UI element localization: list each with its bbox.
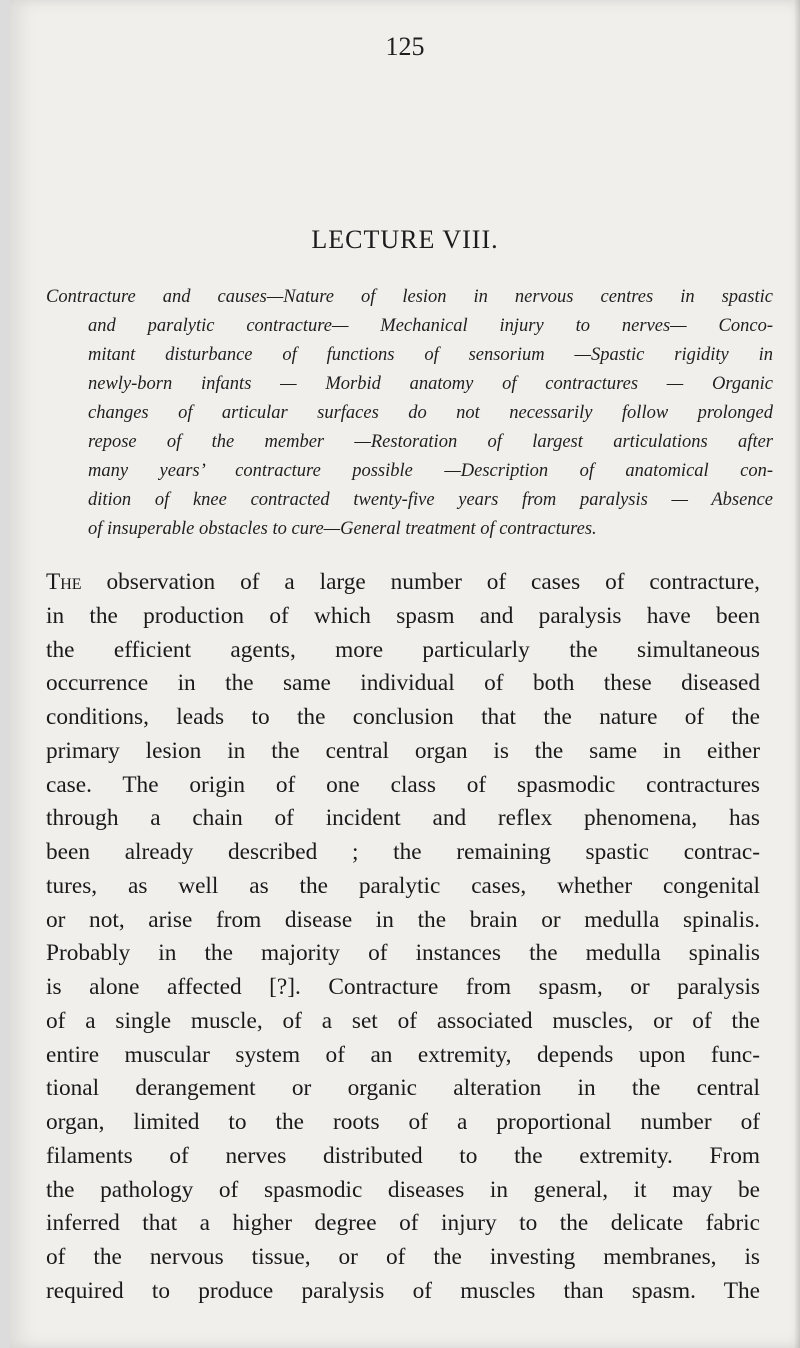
body-line: of a single muscle, of a set of associated muscles, or of the [46,1007,760,1034]
body-line: in the production of which spasm and paralysis have been [46,602,760,629]
body-line: or not, arise from disease in the brain or medulla spinalis. [46,906,760,933]
body-line: the efficient agents, more particularly the simultaneous [46,636,760,663]
body-line: occurrence in the same individual of both these diseased [46,670,760,697]
synopsis-line: and paralytic contracture— Mechanical injury to nerves— Conco- [88,316,773,336]
synopsis-line: Contracture and causes—Nature of lesion in nervous centres in spastic [46,287,773,307]
book-page [10,0,800,1348]
synopsis-line: dition of knee contracted twenty-five years from paralysis — Absence [88,490,773,510]
page-number: 125 [385,32,425,61]
drop-word: The [46,569,82,595]
body-line: conditions, leads to the conclusion that the nature of the [46,704,760,730]
body-line: case. The origin of one class of spasmodic contractures [46,771,760,798]
body-line: tures, as well as the paralytic cases, whether congenital [46,872,760,899]
lecture-title: LECTURE VIII. [311,225,499,254]
synopsis-line: of insuperable obstacles to cure—General treatment of contractures. [88,519,597,539]
synopsis-line: many years’ contracture possible —Description of anatomical con- [88,461,773,481]
body-line: been already described ; the remaining spastic contrac- [46,839,760,865]
synopsis-line: repose of the member —Restoration of largest articulations after [88,432,773,452]
synopsis-line: changes of articular surfaces do not necessarily follow prolonged [88,403,773,423]
body-line: inferred that a higher degree of injury to the delicate fabric [46,1210,760,1237]
lecture-synopsis [46,283,773,544]
body-line: through a chain of incident and reflex phenomena, has [46,805,760,832]
first-line-rest: observation of a large number of cases of contracture, [81,569,760,595]
body-line: primary lesion in the central organ is the same in either [46,737,760,764]
body-line: required to produce paralysis of muscles than spasm. The [46,1277,760,1304]
body-line: the pathology of spasmodic diseases in general, it may be [46,1176,760,1203]
body-line-first [46,566,760,600]
body-paragraph [46,566,760,1309]
body-line: entire muscular system of an extremity, depends upon func- [46,1041,760,1068]
synopsis-line: mitant disturbance of functions of sensorium —Spastic rigidity in [88,345,773,365]
body-line: of the nervous tissue, or of the investing membranes, is [46,1244,760,1270]
body-line: organ, limited to the roots of a proportional number of [46,1109,760,1135]
body-line: tional derangement or organic alteration in the central [46,1075,760,1102]
body-line: Probably in the majority of instances the medulla spinalis [46,940,760,967]
synopsis-line: newly-born infants — Morbid anatomy of contractures — Organic [88,374,773,394]
page-edge-shadow [794,0,800,1348]
body-line: is alone affected [?]. Contracture from spasm, or paralysis [46,974,760,1000]
body-line: filaments of nerves distributed to the extremity. From [46,1142,760,1169]
